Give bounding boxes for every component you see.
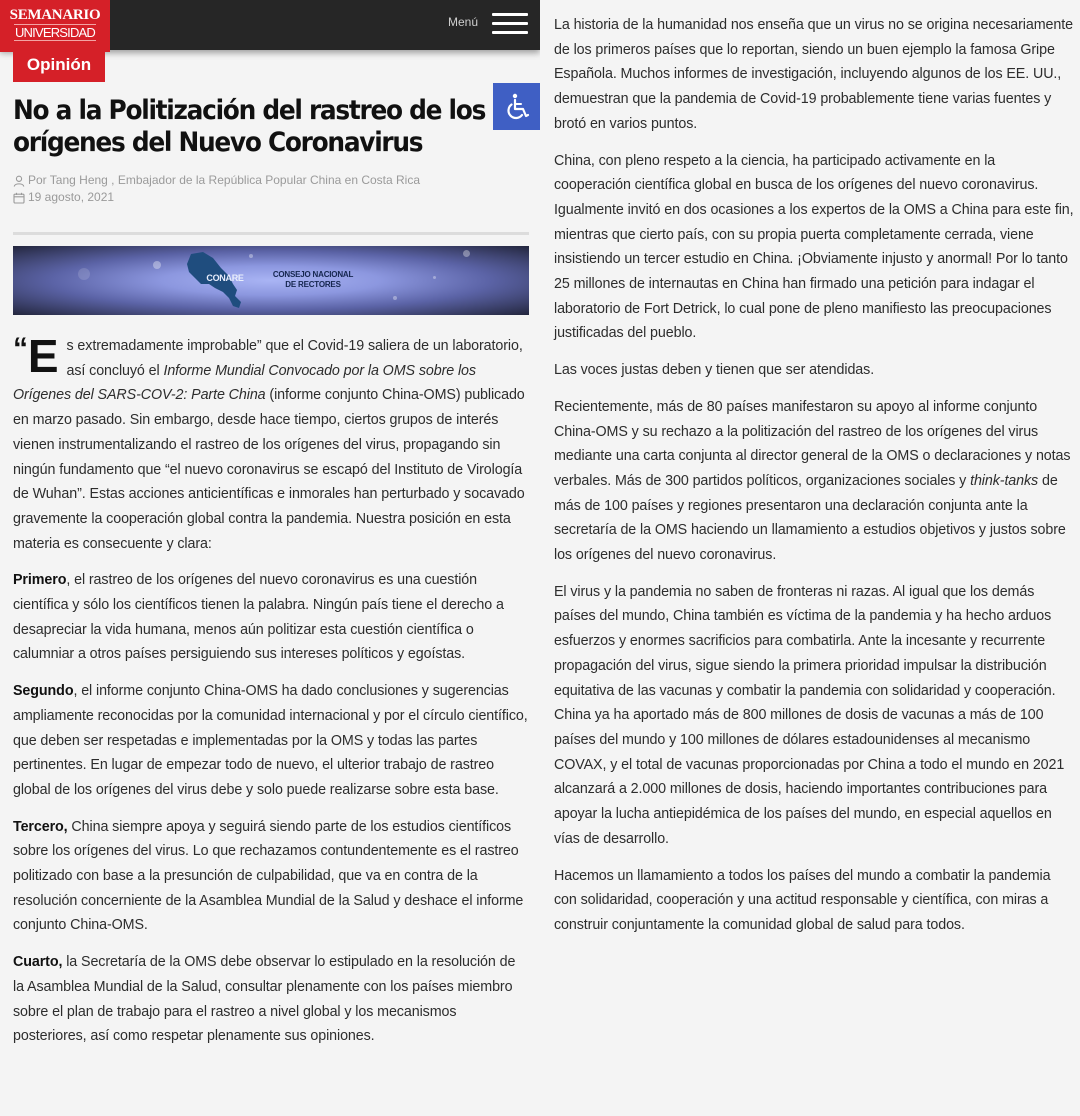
site-logo[interactable] xyxy=(0,0,110,52)
article-paragraph: Hacemos un llamamiento a todos los países del mundo a combatir la pandemia con solidaridad, cooperación y una actitud responsable y científica, con miras a construir conjuntamente la comunidad global de salud para todos. xyxy=(554,867,1051,933)
council-line-2: DE RECTORES xyxy=(285,280,341,289)
article-page-continuation xyxy=(540,0,1080,1116)
paragraph-lead: Cuarto, xyxy=(13,954,63,971)
user-icon xyxy=(13,175,25,187)
wheelchair-icon xyxy=(502,92,532,122)
article-paragraph: El virus y la pandemia no saben de fronteras ni razas. Al igual que los demás países del mundo, China también es víctima de la pandemia y ha hecho arduos esfuerzos y enormes sacrificios para combatirla. Ante la incesante y recurrente propagación del virus, sigue siendo la primera prioridad impulsar la distribución equitativa de las vacunas y combatir la pandemia con solidaridad y cooperación. China ya ha aportado más de 800 millones de dosis de vacunas a más de 100 países del mundo y 100 millones de dólares estadounidenses al mecanismo COVAX, y el total de vacunas proporcionadas por China a todo el mundo en 2021 alcanzará a 2.000 millones de dosis, haciendo importantes contribuciones para apoyar la lucha antiepidémica de los países del mundo, en especial aquellos en vías de desarrollo. xyxy=(554,583,1065,847)
site-header xyxy=(0,0,540,50)
intro-text: (informe conjunto China-OMS) publicado en marzo pasado. Sin embargo, desde hace tiempo, ciertos grupos de interés vienen instrumentalizando el rastreo de los orígenes del virus, propagando sin ningún fundamento que “el nuevo coronavirus se escapó del Instituto de Virología de Wuhan”. Estas acciones anticientíficas e inmorales han perturbado y socavado gravemente la cooperación global contra la pandemia. Nuestra posición en esta materia es consecuente y clara: xyxy=(13,387,525,552)
paragraph-text: de más de 100 países y regiones presentaron una declaración conjunta ante la secretaría de la OMS haciendo un llamamiento a estudios objetivos y justos sobre los orígenes del nuevo coronavirus. xyxy=(554,472,1066,564)
article-body-continued xyxy=(554,13,1074,950)
article-paragraph-tercero xyxy=(13,815,529,939)
article-title-line-1: No a la Politización del rastreo de los xyxy=(13,95,486,126)
article-paragraph-cuarto xyxy=(13,950,529,1049)
byline xyxy=(13,172,420,206)
banner-acronym: CONARE xyxy=(206,273,244,283)
author-name[interactable]: Por Tang Heng , Embajador de la República Popular China en Costa Rica xyxy=(28,173,421,187)
hamburger-menu-icon[interactable] xyxy=(492,13,528,37)
paragraph-text: China siempre apoya y seguirá siendo parte de los estudios científicos sobre los orígenes del virus. Lo que rechazamos contundentemente es el rastreo politizado con base a la presunción de culpabilidad, que va en contra de la resolución concerniente de la Asamblea Mundial de la Salud y deshace el informe conjunto China-OMS. xyxy=(13,818,524,934)
paragraph-lead: Tercero, xyxy=(13,818,68,835)
logo-line-2: UNIVERSIDAD xyxy=(14,25,96,40)
paragraph-text: la Secretaría de la OMS debe observar lo estipulado en la resolución de la Asamblea Mundial de la Salud, consultar plenamente con los países miembro sobre el plan de trabajo para el rastreo a nivel global y los mecanismos posteriores, así como respetar plenamente sus opiniones. xyxy=(13,954,516,1045)
banner-council-name xyxy=(263,270,363,290)
menu-label[interactable]: Menú xyxy=(448,15,479,29)
logo-line-1: SEMANARIO xyxy=(9,7,101,23)
italic-term: think-tanks xyxy=(970,472,1039,489)
article-paragraph-primero xyxy=(13,568,529,667)
paragraph-text: , el rastreo de los orígenes del nuevo coronavirus es una cuestión científica y sólo los científicos tienen la palabra. Ningún país tiene el derecho a desapreciar la vida humana, menos aún politizar esta cuestión científica o calumniar a otros países persiguiendo sus intereses políticos y egoístas. xyxy=(13,572,504,663)
article-title-line-2: orígenes del Nuevo Coronavirus xyxy=(13,127,423,158)
article-paragraph: La historia de la humanidad nos enseña que un virus no se origina necesariamente de los primeros países que lo reportan, siendo un buen ejemplo la famosa Gripe Española. Muchos informes de investigación, incluyendo algunos de los EE. UU., demuestran que la pandemia de Covid-19 probablemente tiene varias fuentes y brotó en varios puntos. xyxy=(554,17,1073,132)
article-body xyxy=(13,330,529,1061)
section-badge[interactable]: Opinión xyxy=(13,50,105,82)
article-paragraph: Las voces justas deben y tienen que ser atendidas. xyxy=(554,362,875,379)
report-title-italic: Convocado por la OMS sobre los Orígenes del SARS-COV-2: Parte China xyxy=(13,362,476,404)
author-row xyxy=(13,172,420,189)
publish-date: 19 agosto, 2021 xyxy=(28,190,115,204)
paragraph-lead: Segundo xyxy=(13,683,74,700)
divider xyxy=(13,232,529,235)
article-title xyxy=(13,95,486,159)
accessibility-button[interactable] xyxy=(493,83,540,130)
council-line-1: CONSEJO NACIONAL xyxy=(272,270,354,279)
conare-ad-banner[interactable] xyxy=(13,246,529,315)
article-paragraph-segundo xyxy=(13,679,529,803)
intro-text: s extremadamente improbable” que el Covid-19 saliera de un laboratorio, así concluyó el xyxy=(66,338,523,379)
article-paragraph: China, con pleno respeto a la ciencia, ha participado activamente en la cooperación científica global en busca de los orígenes del nuevo coronavirus. Igualmente invitó en dos ocasiones a los expertos de la OMS a China para este fin, mientras que cierto país, con su propia puerta completamente cerrada, viene insistiendo un tercer estudio en China. ¡Obviamente injusto y anormal! Por lo tanto 25 millones de internautas en China han firmado una petición para indagar el laboratorio de Fort Detrick, lo cual pone de pleno manifiesto las preocupaciones justificadas del pueblo. xyxy=(554,152,1074,342)
drop-letter: E xyxy=(27,330,59,382)
article-intro-paragraph xyxy=(13,330,529,556)
paragraph-lead: Primero xyxy=(13,572,67,589)
paragraph-text: , el informe conjunto China-OMS ha dado conclusiones y sugerencias ampliamente reconocidas por la comunidad internacional y por el círculo científico, que deben ser respetadas e implementadas por la OMS y todas las partes pertinentes. En lugar de empezar todo de nuevo, el ulterior trabajo de rastreo global de los orígenes del virus debe y solo puede realizarse sobre esta base. xyxy=(13,683,528,798)
article-paragraph xyxy=(554,395,1074,568)
date-row xyxy=(13,189,420,206)
paragraph-text: Recientemente, más de 80 países manifestaron su apoyo al informe conjunto China-OMS y su rechazo a la politización del rastreo de los orígenes del virus mediante una carta conjunta al director general de la OMS o declaraciones y notas verbales. Más de 300 partidos políticos, organizaciones sociales y xyxy=(554,398,1071,489)
report-title-italic: Informe Mundial xyxy=(163,362,265,379)
open-quote: “ xyxy=(13,332,28,365)
calendar-icon xyxy=(13,192,25,204)
drop-cap xyxy=(13,330,59,382)
